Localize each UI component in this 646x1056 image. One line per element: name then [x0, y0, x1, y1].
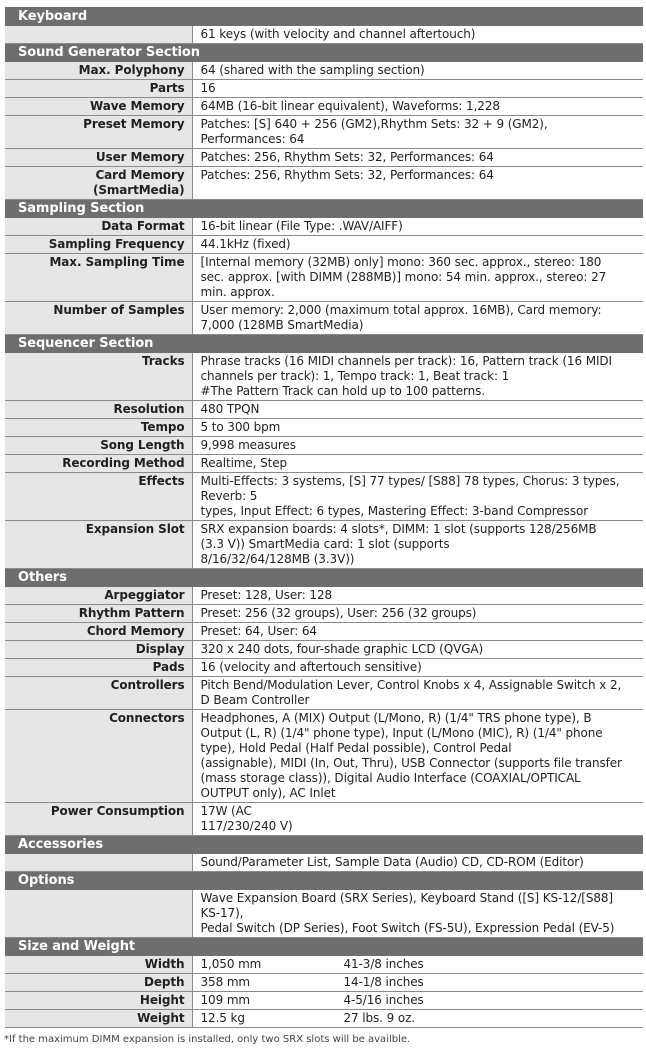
spec-row: [5, 623, 643, 641]
section-title: Accessories: [18, 837, 104, 852]
spec-row: [5, 26, 643, 44]
spec-label-cell: [5, 473, 192, 521]
spec-value-line: #The Pattern Track can hold up to 100 patterns.: [200, 384, 486, 398]
footnote: *If the maximum DIMM expansion is installed, only two SRX slots will be availble.: [4, 1034, 411, 1045]
section-header-row: [5, 872, 643, 890]
spec-value-cell: [192, 677, 643, 710]
metric-value: 12.5 kg: [200, 1011, 245, 1025]
spec-label: Song Length: [100, 438, 185, 452]
spec-table-body: [5, 8, 643, 1028]
spec-row: [5, 353, 643, 401]
spec-value-cell: [192, 587, 643, 605]
spec-label: Rhythm Pattern: [78, 606, 185, 620]
imperial-value: 41-3/8 inches: [343, 957, 424, 971]
spec-value-cell: [192, 254, 643, 302]
spec-value-line: Preset: 128, User: 128: [200, 588, 333, 602]
spec-value-line: Wave Expansion Board (SRX Series), Keyboard Stand ([S] KS-12/[S88]: [200, 891, 614, 905]
spec-label-cell: [5, 98, 192, 116]
spec-table: [5, 7, 643, 1028]
spec-label: Number of Samples: [53, 303, 185, 317]
spec-value-cell: [192, 473, 643, 521]
spec-label-cell: [5, 26, 192, 44]
spec-value-line: Reverb: 5: [200, 489, 258, 503]
spec-label: Width: [144, 957, 185, 971]
spec-value-line: Pitch Bend/Modulation Lever, Control Knobs x 4, Assignable Switch x 2,: [200, 678, 622, 692]
spec-label: Effects: [138, 474, 185, 488]
spec-label: Weight: [137, 1011, 185, 1025]
spec-label-cell: [5, 167, 192, 200]
spec-value-line: 16-bit linear (File Type: .WAV/AIFF): [200, 219, 403, 233]
section-title: Keyboard: [18, 9, 88, 24]
spec-value-line: 44.1kHz (fixed): [200, 237, 291, 251]
spec-value-line: OUTPUT only), AC Inlet: [200, 786, 336, 800]
spec-value-cell: [192, 659, 643, 677]
dimension-values: [201, 993, 640, 1008]
spec-value-line: Realtime, Step: [200, 456, 288, 470]
section-title: Sampling Section: [18, 201, 145, 216]
spec-value-cell: [192, 521, 643, 569]
spec-label-cell: [5, 149, 192, 167]
spec-row: [5, 116, 643, 149]
spec-value-line: sec. approx. [with DIMM (288MB)] mono: 54 min. approx., stereo: 27: [200, 270, 607, 284]
spec-row: [5, 167, 643, 200]
spec-label-cell: [5, 455, 192, 473]
spec-value-line: channels per track): 1, Tempo track: 1, Beat track: 1: [200, 369, 510, 383]
spec-value-line: Patches: [S] 640 + 256 (GM2),Rhythm Sets: 32 + 9 (GM2),: [200, 117, 548, 131]
section-title: Sound Generator Section: [18, 45, 200, 60]
spec-label-cell: [5, 605, 192, 623]
metric-value: 358 mm: [200, 975, 250, 989]
spec-row: [5, 236, 643, 254]
spec-value-line: (3.3 V)) SmartMedia card: 1 slot (supports: [200, 537, 450, 551]
spec-value-cell: [192, 26, 643, 44]
spec-row: [5, 98, 643, 116]
spec-value-line: Patches: 256, Rhythm Sets: 32, Performances: 64: [200, 168, 494, 182]
spec-value-line: KS-17),: [200, 906, 244, 920]
spec-value-line: 320 x 240 dots, four-shade graphic LCD (QVGA): [200, 642, 484, 656]
spec-value-cell: [192, 167, 643, 200]
spec-label-cell: [5, 419, 192, 437]
spec-label: Max. Polyphony: [78, 63, 185, 77]
spec-label-cell: [5, 437, 192, 455]
spec-value-line: 17W (AC: [200, 804, 252, 818]
spec-value-cell: [192, 974, 643, 992]
spec-label-cell: [5, 956, 192, 974]
spec-label-cell: [5, 254, 192, 302]
metric-value: 1,050 mm: [200, 957, 262, 971]
spec-label: Resolution: [113, 402, 185, 416]
spec-label: Depth: [144, 975, 185, 989]
spec-row: [5, 473, 643, 521]
spec-label-cell: [5, 62, 192, 80]
spec-label: Max. Sampling Time: [49, 255, 185, 269]
section-header: [5, 335, 643, 353]
spec-value-cell: [192, 1010, 643, 1028]
spec-label-part: (SmartMedia): [92, 183, 185, 197]
spec-value-line: type), Hold Pedal (Half Pedal possible), Control Pedal: [200, 741, 512, 755]
section-title: Others: [18, 570, 67, 585]
section-header-row: [5, 836, 643, 854]
spec-label: Power Consumption: [50, 804, 185, 818]
spec-value-line: D Beam Controller: [200, 693, 310, 707]
spec-value-cell: [192, 149, 643, 167]
spec-value-line: Multi-Effects: 3 systems, [S] 77 types/ [S88] 78 types, Chorus: 3 types,: [200, 474, 620, 488]
spec-label: Preset Memory: [83, 117, 185, 131]
spec-label-cell: [5, 890, 192, 938]
spec-row: [5, 218, 643, 236]
section-header: [5, 200, 643, 218]
spec-label: Wave Memory: [89, 99, 185, 113]
spec-label-cell: [5, 353, 192, 401]
spec-value-line: Pedal Switch (DP Series), Foot Switch (FS-5U), Expression Pedal (EV-5): [200, 921, 615, 935]
spec-row: [5, 854, 643, 872]
spec-label: Tempo: [140, 420, 185, 434]
spec-row: [5, 254, 643, 302]
spec-value-line: Preset: 256 (32 groups), User: 256 (32 groups): [200, 606, 477, 620]
spec-label: Connectors: [109, 711, 185, 725]
spec-row: [5, 890, 643, 938]
spec-value-line: 5 to 300 bpm: [200, 420, 281, 434]
spec-value-line: Preset: 64, User: 64: [200, 624, 317, 638]
spec-value-line: Headphones, A (MIX) Output (L/Mono, R) (1/4" TRS phone type), B: [200, 711, 592, 725]
spec-label: Height: [139, 993, 185, 1007]
spec-value-cell: [192, 80, 643, 98]
spec-value-cell: [192, 98, 643, 116]
spec-label-cell: [5, 992, 192, 1010]
spec-value-cell: [192, 992, 643, 1010]
spec-label: Expansion Slot: [85, 522, 185, 536]
spec-label: Pads: [152, 660, 185, 674]
section-header-row: [5, 569, 643, 587]
spec-value-line: 64 (shared with the sampling section): [200, 63, 425, 77]
dimension-values: [201, 975, 640, 990]
spec-value-cell: [192, 710, 643, 803]
section-header-row: [5, 8, 643, 26]
section-header-row: [5, 335, 643, 353]
section-header-row: [5, 938, 643, 956]
section-header-row: [5, 44, 643, 62]
spec-row: [5, 401, 643, 419]
spec-value-line: (assignable), MIDI (In, Out, Thru), USB Connector (supports file transfer: [200, 756, 622, 770]
spec-label-cell: [5, 854, 192, 872]
spec-value-cell: [192, 437, 643, 455]
spec-value-line: [Internal memory (32MB) only] mono: 360 sec. approx., stereo: 180: [200, 255, 602, 269]
spec-label: Controllers: [110, 678, 185, 692]
spec-value-line: types, Input Effect: 6 types, Mastering Effect: 3-band Compressor: [200, 504, 589, 518]
spec-label: User Memory: [95, 150, 185, 164]
spec-row: [5, 149, 643, 167]
spec-value-line: 7,000 (128MB SmartMedia): [200, 318, 364, 332]
spec-value-cell: [192, 455, 643, 473]
spec-label-cell: [5, 1010, 192, 1028]
spec-value-cell: [192, 641, 643, 659]
spec-label: Sampling Frequency: [48, 237, 185, 251]
spec-value-line: 64MB (16-bit linear equivalent), Waveforms: 1,228: [200, 99, 500, 113]
spec-row: [5, 437, 643, 455]
spec-value-cell: [192, 419, 643, 437]
spec-label-cell: [5, 641, 192, 659]
spec-value-line: 16 (velocity and aftertouch sensitive): [200, 660, 422, 674]
spec-row: [5, 641, 643, 659]
spec-label-cell: [5, 587, 192, 605]
spec-row: [5, 1010, 643, 1028]
spec-row: [5, 710, 643, 803]
spec-row: [5, 992, 643, 1010]
spec-value-line: 9,998 measures: [200, 438, 296, 452]
spec-label-cell: [5, 710, 192, 803]
imperial-value: 4-5/16 inches: [343, 993, 424, 1007]
spec-value-cell: [192, 605, 643, 623]
section-header: [5, 872, 643, 890]
spec-value-line: Phrase tracks (16 MIDI channels per track): 16, Pattern track (16 MIDI: [200, 354, 612, 368]
spec-label-part: Card Memory: [95, 168, 185, 182]
imperial-value: 14-1/8 inches: [343, 975, 424, 989]
spec-label-cell: [5, 302, 192, 335]
spec-value-line: 8/16/32/64/128MB (3.3V)): [200, 552, 355, 566]
spec-value-cell: [192, 62, 643, 80]
spec-value-cell: [192, 116, 643, 149]
spec-value-line: Performances: 64: [200, 132, 305, 146]
spec-value-line: Patches: 256, Rhythm Sets: 32, Performances: 64: [200, 150, 494, 164]
spec-value-line: min. approx.: [200, 285, 275, 299]
section-header: [5, 836, 643, 854]
section-header: [5, 44, 643, 62]
spec-value-cell: [192, 218, 643, 236]
spec-label: Display: [135, 642, 185, 656]
spec-label-cell: [5, 218, 192, 236]
section-header: [5, 569, 643, 587]
dimension-values: [201, 957, 640, 972]
spec-row: [5, 659, 643, 677]
spec-label: Tracks: [141, 354, 185, 368]
spec-label-cell: [5, 116, 192, 149]
spec-row: [5, 419, 643, 437]
spec-value-line: 61 keys (with velocity and channel aftertouch): [200, 27, 476, 41]
spec-value-cell: [192, 353, 643, 401]
spec-row: [5, 974, 643, 992]
section-header-row: [5, 200, 643, 218]
spec-row: [5, 587, 643, 605]
spec-label-cell: [5, 677, 192, 710]
metric-value: 109 mm: [200, 993, 250, 1007]
section-header: [5, 938, 643, 956]
spec-label-cell: [5, 974, 192, 992]
spec-label-cell: [5, 521, 192, 569]
section-title: Size and Weight: [18, 939, 136, 954]
spec-row: [5, 803, 643, 836]
spec-label: Recording Method: [62, 456, 185, 470]
spec-value-cell: [192, 956, 643, 974]
section-title: Options: [18, 873, 75, 888]
spec-label-cell: [5, 623, 192, 641]
spec-value-line: 117/230/240 V): [200, 819, 293, 833]
spec-label: Arpeggiator: [104, 588, 185, 602]
spec-label-cell: [5, 659, 192, 677]
spec-value-cell: [192, 803, 643, 836]
spec-row: [5, 521, 643, 569]
spec-label-cell: [5, 803, 192, 836]
spec-value-cell: [192, 236, 643, 254]
spec-row: [5, 605, 643, 623]
spec-row: [5, 80, 643, 98]
dimension-values: [201, 1011, 640, 1026]
spec-row: [5, 62, 643, 80]
spec-value-line: User memory: 2,000 (maximum total approx. 16MB), Card memory:: [200, 303, 602, 317]
spec-label: Chord Memory: [86, 624, 185, 638]
spec-value-line: SRX expansion boards: 4 slots*, DIMM: 1 slot (supports 128/256MB: [200, 522, 597, 536]
spec-value-line: (mass storage class)), Digital Audio Interface (COAXIAL/OPTICAL: [200, 771, 581, 785]
spec-label: Data Format: [101, 219, 185, 233]
spec-value-cell: [192, 890, 643, 938]
spec-row: [5, 677, 643, 710]
spec-value-line: Sound/Parameter List, Sample Data (Audio) CD, CD-ROM (Editor): [200, 855, 584, 869]
spec-row: [5, 302, 643, 335]
spec-value-line: 480 TPQN: [200, 402, 260, 416]
section-title: Sequencer Section: [18, 336, 154, 351]
section-header: [5, 8, 643, 26]
spec-value-cell: [192, 854, 643, 872]
spec-value-line: Output (L, R) (1/4" phone type), Input (L/Mono (MIC), R) (1/4" phone: [200, 726, 603, 740]
spec-row: [5, 455, 643, 473]
spec-value-cell: [192, 401, 643, 419]
spec-value-cell: [192, 623, 643, 641]
spec-row: [5, 956, 643, 974]
spec-label-cell: [5, 401, 192, 419]
imperial-value: 27 lbs. 9 oz.: [343, 1011, 416, 1025]
spec-label-cell: [5, 80, 192, 98]
spec-value-cell: [192, 302, 643, 335]
spec-label-cell: [5, 236, 192, 254]
spec-label: Parts: [149, 81, 185, 95]
spec-value-line: 16: [200, 81, 216, 95]
